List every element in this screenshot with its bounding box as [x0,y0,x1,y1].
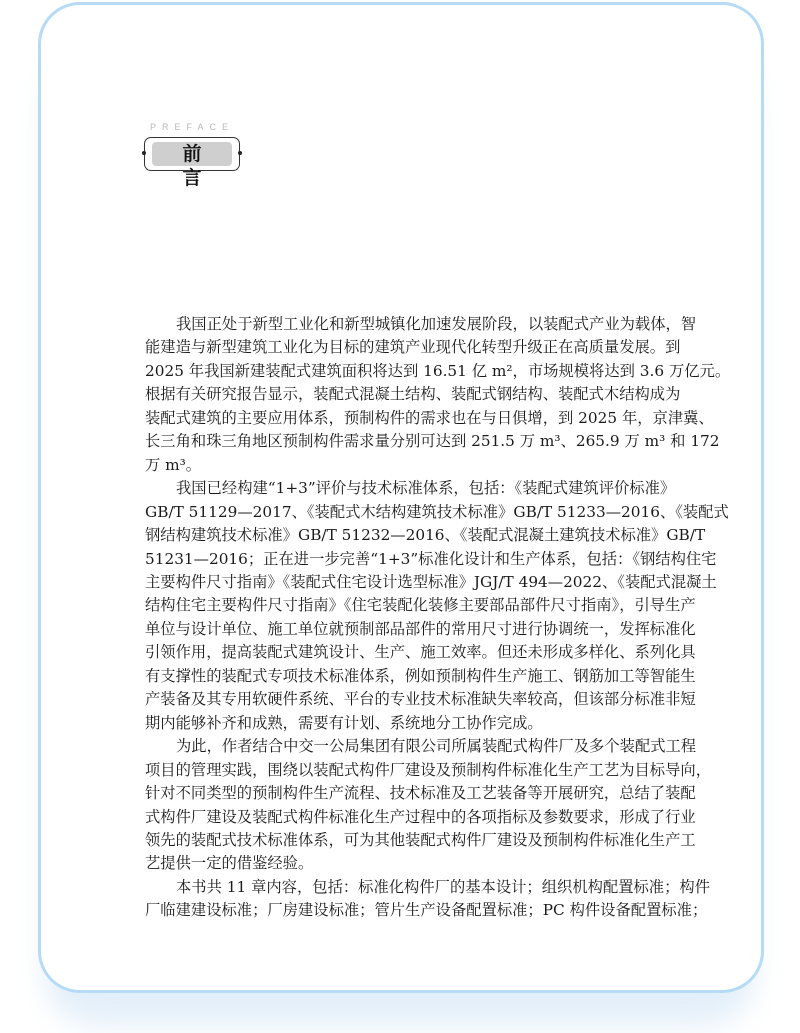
text-line: 厂临建建设标准；厂房建设标准；管片生产设备配置标准；PC 构件设备配置标准； [145,901,708,920]
text-line: 有支撑性的装配式专项技术标准体系，例如预制构件生产施工、钢筋加工等智能生 [145,666,696,685]
text-line: 主要构件尺寸指南》《装配式住宅设计选型标准》JGJ/T 494—2022、《装配式混凝土 [145,572,717,591]
preface-body [145,313,731,923]
text-line: 本书共 11 章内容，包括：标准化构件厂的基本设计；组织机构配置标准；构件 [176,877,710,896]
text-line: 能建造与新型建筑工业化为目标的建筑产业现代化转型升级正在高质量发展。到 [145,338,681,357]
text-line: 项目的管理实践，围绕以装配式构件厂建设及预制构件标准化生产工艺为目标导向， [145,760,711,779]
text-line: 式构件厂建设及装配式构件标准化生产过程中的各项指标及参数要求，形成了行业 [145,807,696,826]
text-line: GB/T 51129—2017、《装配式木结构建筑技术标准》GB/T 51233—2016、《装配式 [145,502,729,521]
frame-dot-right [238,151,242,155]
text-line: 期内能够补齐和成熟，需要有计划、系统地分工协作完成。 [145,713,543,732]
text-line: 万 m³。 [145,455,202,474]
text-line: 结构住宅主要构件尺寸指南》《住宅装配化装修主要部品部件尺寸指南》，引导生产 [145,596,696,615]
section-header [142,122,242,189]
paragraph [145,876,710,923]
paragraph [145,313,731,477]
text-line: 根据有关研究报告显示，装配式混凝土结构、装配式钢结构、装配式木结构成为 [145,385,681,404]
text-line: 领先的装配式技术标准体系，可为其他装配式构件厂建设及预制构件标准化生产工 [145,830,696,849]
text-line: 单位与设计单位、施工单位就预制部品部件的常用尺寸进行协调统一，发挥标准化 [145,619,696,638]
text-line: 51231—2016；正在进一步完善“1+3”标准化设计和生产体系，包括：《钢结构住宅 [145,549,717,568]
text-line: 长三角和珠三角地区预制构件需求量分别可达到 251.5 万 m³、265.9 万 m³ 和 172 [145,432,720,451]
text-line: 产装备及其专用软硬件系统、平台的专业技术标准缺失率较高，但该部分标准非短 [145,690,696,709]
text-line: 装配式建筑的主要应用体系，预制构件的需求也在与日俱增，到 2025 年，京津冀、 [145,408,714,427]
text-line: 为此，作者结合中交一公局集团有限公司所属装配式构件厂及多个装配式工程 [176,737,697,756]
text-line: 针对不同类型的预制构件生产流程、技术标准及工艺装备等开展研究，总结了装配 [145,784,696,803]
text-line: 钢结构建筑技术标准》GB/T 51232—2016、《装配式混凝土建筑技术标准》GB/T [145,526,706,545]
page-title: 前言 [152,142,232,166]
frame-dot-left [142,151,146,155]
text-line: 艺提供一定的借鉴经验。 [145,854,314,873]
text-line: 我国已经构建“1+3”评价与技术标准体系，包括：《装配式建筑评价标准》 [176,479,676,498]
text-line: 引领作用，提高装配式建筑设计、生产、施工效率。但还未形成多样化、系列化具 [145,643,696,662]
title-frame [144,137,240,189]
paragraph [145,477,729,735]
text-line: 2025 年我国新建装配式建筑面积将达到 16.51 亿 m²，市场规模将达到 3.6 万亿元。 [145,361,731,380]
text-line: 我国正处于新型工业化和新型城镇化加速发展阶段，以装配式产业为载体，智 [176,315,697,333]
paragraph [145,735,711,876]
preface-label: PREFACE [149,122,234,132]
